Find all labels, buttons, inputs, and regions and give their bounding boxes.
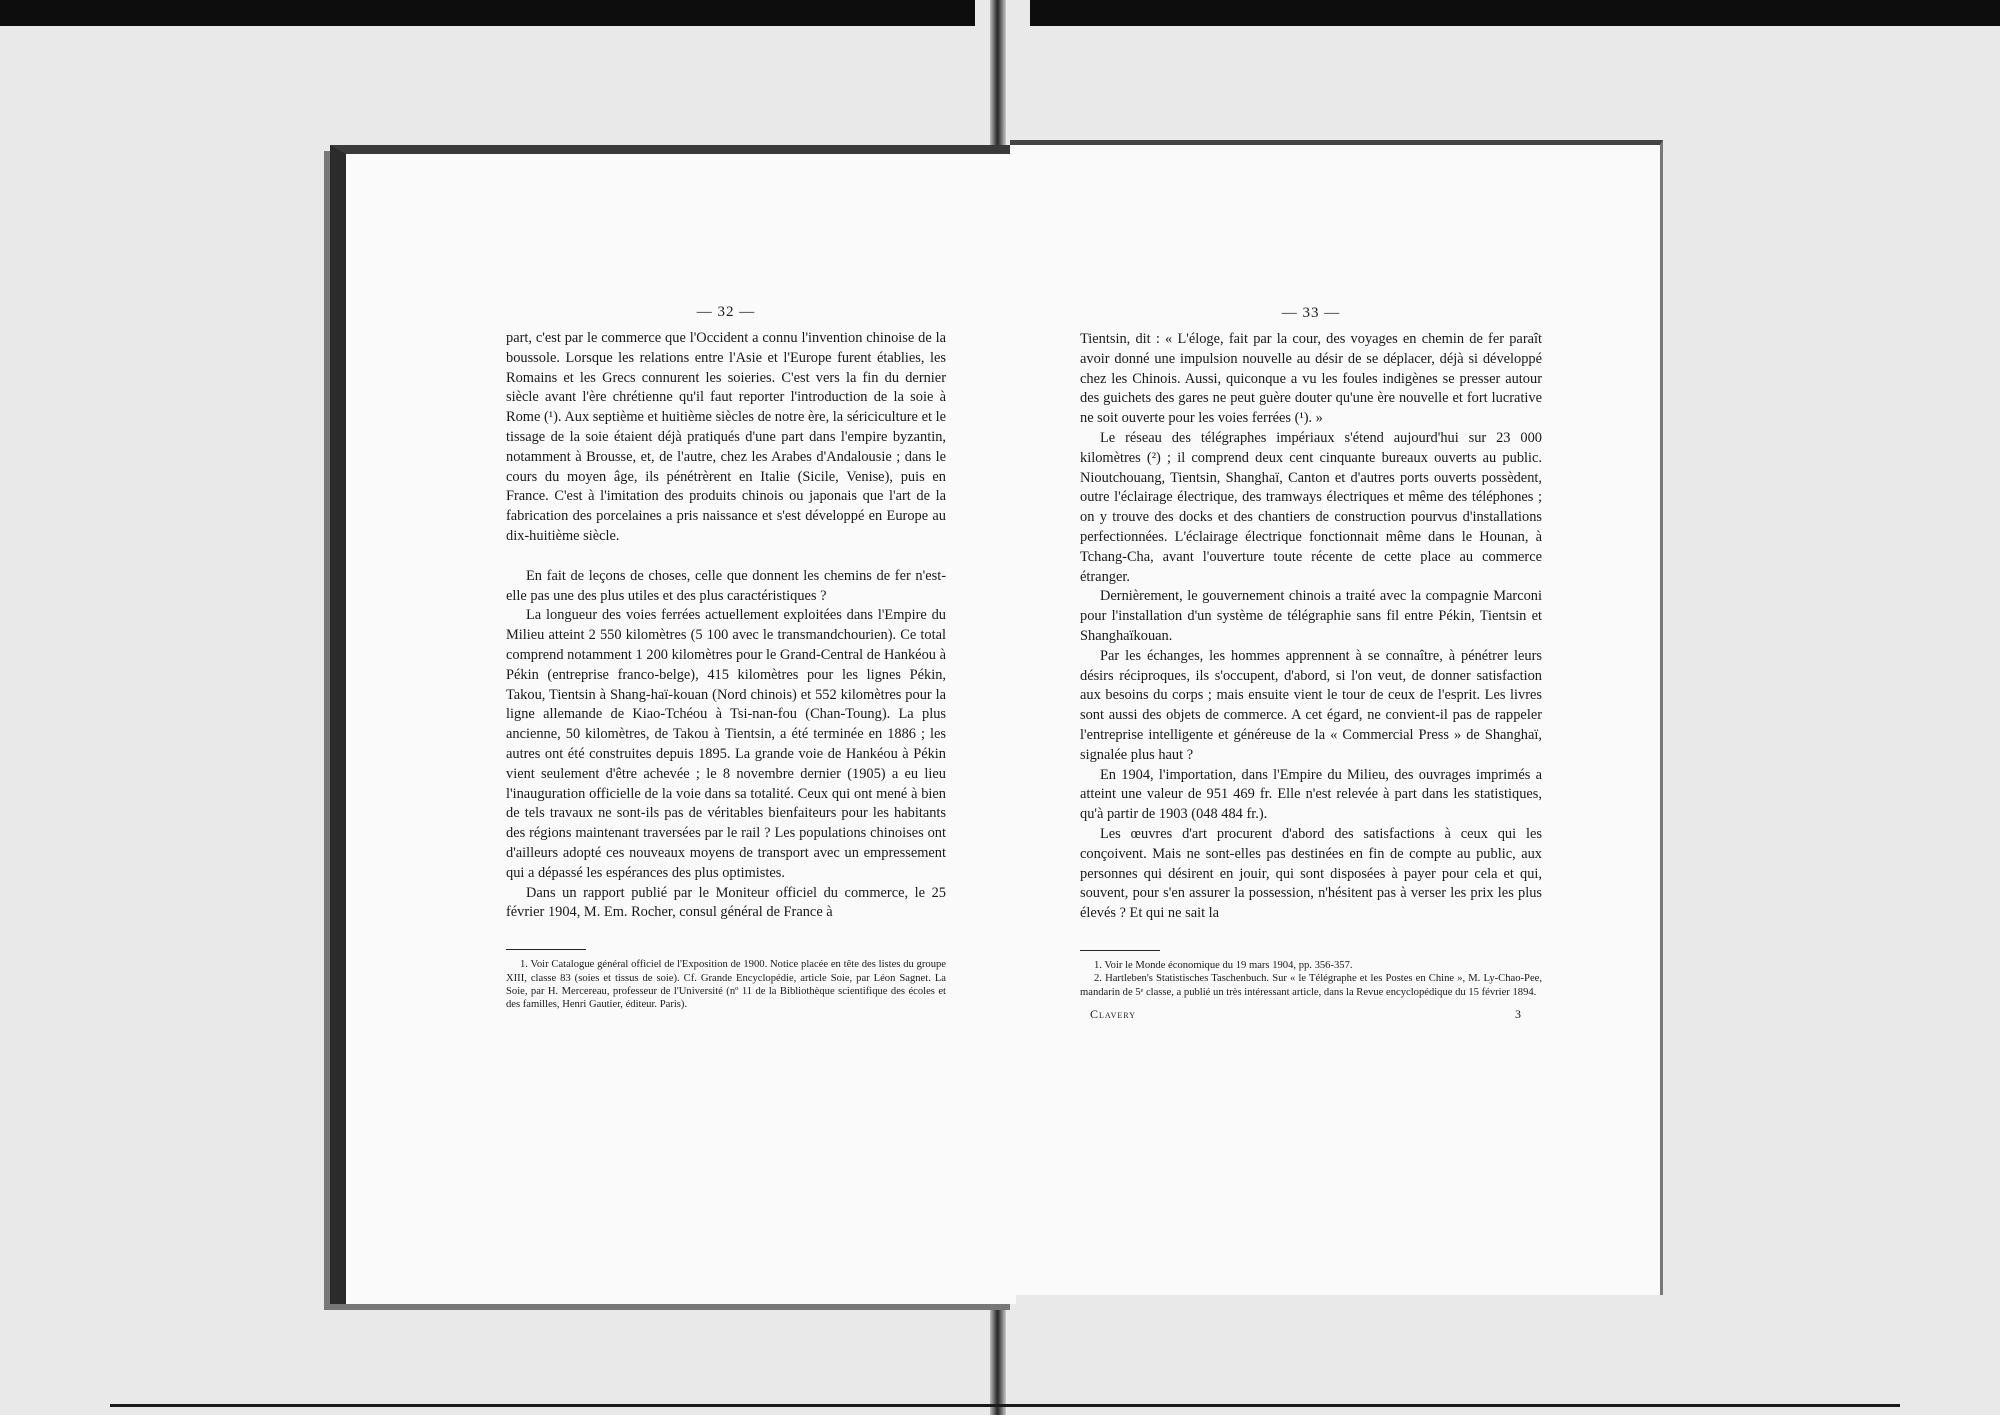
right-page-number: — 33 — <box>1281 305 1341 321</box>
left-paragraph-2: En fait de leçons de choses, celle que donnent les chemins de fer n'est-elle pas une des plus utiles et des plus caractéristiques ? <box>506 567 946 604</box>
left-page <box>330 145 1016 1304</box>
right-paragraph-2: Le réseau des télégraphes impériaux s'étend aujourd'hui sur 23 000 kilomètres (²) ; il comprend deux cent cinquante bureaux ouverts au public. Nioutchouang, Tientsin, Shanghaï, Canton et d'autres ports ouverts possèdent, outre l'éclairage électrique, des tramways électriques et même des téléphones ; on y trouve des docks et des chantiers de construction pourvus d'installations perfectionnées. L'éclairage électrique fonctionnait même dans le Hounan, à Tchang-Cha, avant l'ouverture toute récente de cette place au commerce étranger. <box>1080 429 1542 585</box>
left-paragraph-1: part, c'est par le commerce que l'Occident a connu l'invention chinoise de la boussole. Lorsque les relations entre l'Asie et l'Europe furent établies, les Romains et les Grecs connurent les soieries. C'est vers la fin du dernier siècle avant l'ère chrétienne qu'il faut reporter l'introduction de la soie à Rome (¹). Aux septième et huitième siècles de notre ère, la sériciculture et le tissage de la soie étaient déjà pratiqués d'une part dans l'empire byzantin, notamment à Brousse, et, de l'autre, chez les Arabes d'Andalousie ; dans le cours du moyen âge, ils pénétrèrent en Italie (Sicile, Venise), puis en France. C'est à l'imitation des produits chinois ou japonais que l'art de la fabrication des porcelaines a pris naissance et s'est développé en Europe au dix-huitième siècle. <box>506 330 946 544</box>
right-paragraph-3: Dernièrement, le gouvernement chinois a traité avec la compagnie Marconi pour l'installation d'un système de télégraphie sans fil entre Pékin, Tientsin et Shanghaïkouan. <box>1080 588 1542 644</box>
left-footnote-rule <box>506 949 586 950</box>
scan-bottom-edge <box>110 1404 1900 1407</box>
signature-line <box>1080 1007 1542 1022</box>
right-paragraph-5: En 1904, l'importation, dans l'Empire du Milieu, des ouvrages imprimés a atteint une valeur de 951 469 fr. Elle n'est relevée à part dans les statistiques, qu'à partir de 1903 (048 484 fr.). <box>1080 766 1542 823</box>
left-page-text-block <box>506 304 946 1012</box>
right-footnote-rule <box>1080 950 1160 951</box>
scan-top-border-left <box>0 0 975 26</box>
left-paragraph-3: La longueur des voies ferrées actuellement exploitées dans l'Empire du Milieu atteint 2 550 kilomètres (5 100 avec le transmandchourien). Ce total comprend notamment 1 200 kilomètres pour le Grand-Central de Hankéou à Pékin (entreprise franco-belge), 415 kilomètres pour les lignes Pékin, Takou, Tientsin à Shang-haï-kouan (Nord chinois) et 552 kilomètres pour la ligne allemande de Kiao-Tchéou à Tsi-nan-fou (Chan-Toung). La plus ancienne, 50 kilomètres, de Takou à Tientsin, a été terminée en 1886 ; les autres ont été construites depuis 1895. La grande voie de Hankéou à Pékin vient seulement d'être achevée ; le 8 novembre dernier (1905) a eu lieu l'inauguration officielle de la voie dans sa totalité. Ceux qui ont mené à bien de tels travaux ne sont-ils pas de véritables bienfaiteurs pour les habitants des régions maintenant traversées par le rail ? Les populations chinoises ont d'ailleurs adopté ces nouveaux moyens de transport avec un empressement qui a dépassé les espérances des plus optimistes. <box>506 607 946 881</box>
right-page <box>1010 140 1663 1295</box>
right-paragraph-4: Par les échanges, les hommes apprennent à se connaître, à pénétrer leurs désirs réciproques, ils s'occupent, d'abord, si l'on veut, de donner satisfaction aux besoins du corps ; mais ensuite vient le tour de ceux de l'esprit. Les livres sont aussi des objets de commerce. A cet égard, ne convient-il pas de rappeler l'entreprise intelligente et généreuse de la « Commercial Press » de Shanghaï, signalée plus haut ? <box>1080 647 1542 763</box>
right-paragraph-1: Tientsin, dit : « L'éloge, fait par la cour, des voyages en chemin de fer paraît avoir donné une impulsion nouvelle au désir de se déplacer, déjà si développé chez les Chinois. Aussi, quiconque a vu les foules indigènes se presser autour des guichets des gares ne peut guère douter qu'une ère nouvelle et fort lucrative ne soit ouverte pour les voies ferrées (¹). » <box>1080 331 1542 427</box>
left-page-number: — 32 — <box>696 304 756 320</box>
signature-author: Clavery <box>1090 1007 1136 1022</box>
left-paragraph-4: Dans un rapport publié par le Moniteur officiel du commerce, le 25 février 1904, M. Em. Rocher, consul général de France à <box>506 884 946 921</box>
right-paragraph-6: Les œuvres d'art procurent d'abord des satisfactions à ceux qui les conçoivent. Mais ne sont-elles pas destinées en fin de compte au public, aux personnes qui désirent en jouir, qui sont disposées à payer pour cela et qui, souvent, pour s'en assurer la possession, n'hésitent pas à verser les prix les plus élevés ? Et qui ne sait la <box>1080 825 1542 922</box>
signature-number: 3 <box>1515 1007 1522 1022</box>
left-footnote-1: 1. Voir Catalogue général officiel de l'Exposition de 1900. Notice placée en tête des listes du groupe XIII, classe 83 (soies et tissus de soie). Cf. Grande Encyclopédie, article Soie, par Léon Sagnet. La Soie, par H. Mercereau, professeur de l'Université (nº 11 de la Bibliothèque scientifique des écoles et des familles, Henri Gautier, éditeur. Paris). <box>506 959 946 1011</box>
right-footnote-2: 2. Hartleben's Statistisches Taschenbuch. Sur « le Télégraphe et les Postes en Chine », M. Ly-Chao-Pee, mandarin de 5ᵉ classe, a publié un très intéressant article, dans la Revue encyclopédique du 15 février 1894. <box>1080 973 1542 998</box>
right-footnote-1: 1. Voir le Monde économique du 19 mars 1904, pp. 356-357. <box>1094 959 1353 971</box>
scan-top-border-right <box>1030 0 2000 26</box>
right-page-text-block <box>1080 305 1542 1022</box>
